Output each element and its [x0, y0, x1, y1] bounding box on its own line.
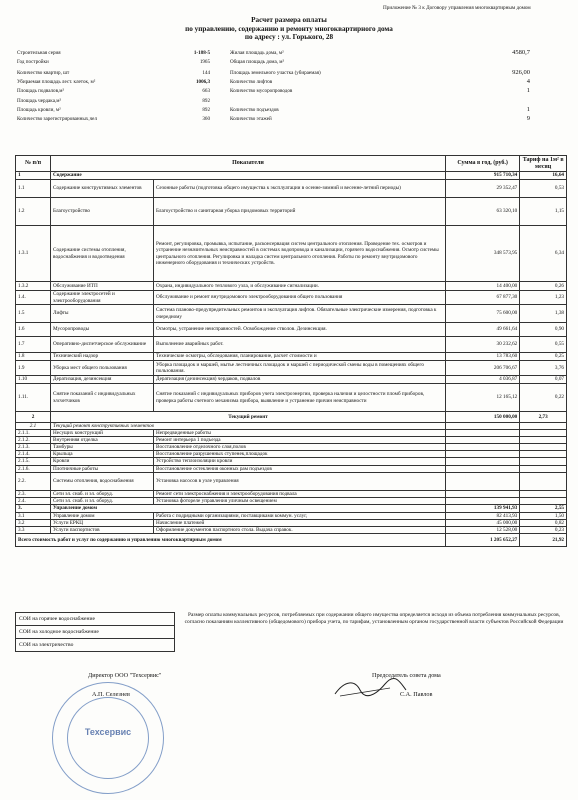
row-name: Тамбуры [51, 444, 154, 451]
header-indicators: Показатели [51, 156, 446, 172]
row-number: 3. [16, 504, 51, 512]
table-row [16, 458, 567, 465]
table-row [16, 437, 567, 444]
row-description: Устройство теплоизоляции кровли [154, 458, 446, 465]
info-right-label: Количество лифтов [230, 79, 273, 85]
row-name: Текущий ремонт [51, 412, 446, 423]
row-sum [445, 465, 519, 472]
row-description: Установка насосов в узле управления [154, 472, 446, 490]
table-row [16, 451, 567, 458]
row-number: 1.1 [16, 180, 51, 198]
row-sum: 206 706,67 [445, 361, 519, 376]
table-row [16, 497, 567, 504]
row-description: Благоустройство и санитарная уборка придомовых территорий [154, 198, 446, 226]
row-number: 1.7 [16, 337, 51, 353]
table-row [16, 430, 567, 437]
row-name: Содержание конструктивных элементов [51, 180, 154, 198]
row-name: Мусоропроводы [51, 323, 154, 337]
info-left-value: 1965 [199, 59, 210, 65]
info-left-label: Площадь чердака,м² [17, 98, 61, 104]
row-sum [445, 451, 519, 458]
row-tariff [520, 497, 567, 504]
row-number: 1.4. [16, 291, 51, 305]
info-right-label: Количество подъездов [230, 107, 279, 113]
table-row [16, 512, 567, 519]
title-line-2: по управлению, содержанию и ремонту многоквартирного дома [185, 24, 393, 33]
row-sum: 75 600,00 [445, 305, 519, 323]
row-name: Лифты [51, 305, 154, 323]
row-sum [445, 423, 519, 430]
row-tariff: 0,90 [520, 323, 567, 337]
info-left-value: 892 [202, 98, 210, 104]
table-row [16, 519, 567, 526]
chairman-signature [330, 676, 410, 700]
row-name: Обслуживание ИТП [51, 282, 154, 291]
director-name: А.П. Селезнев [92, 691, 130, 698]
row-sum [445, 458, 519, 465]
row-name: Дератизация, дезинсекция [51, 376, 154, 384]
row-number: 2.1 [16, 423, 51, 430]
row-name: Содержание [51, 172, 446, 180]
row-sum: 29 352,47 [445, 180, 519, 198]
row-description: Восстановление остекления оконных рам подъездов [154, 465, 446, 472]
row-number: 1.9 [16, 361, 51, 376]
row-sum: 12 528,00 [445, 527, 519, 534]
row-name: Несущих конструкций [51, 430, 154, 437]
row-sum: 30 232,62 [445, 337, 519, 353]
table-row [16, 423, 567, 430]
total-tariff: 21,92 [520, 534, 567, 547]
row-description: Ремонт интерьера 1 подъезда [154, 437, 446, 444]
row-name: Внутренняя отделка [51, 437, 154, 444]
row-name: Благоустройство [51, 198, 154, 226]
table-row [16, 323, 567, 337]
table-row [16, 282, 567, 291]
soi-cold-water: СОИ на холодное водоснабжение [16, 626, 175, 639]
row-tariff: 0,07 [520, 376, 567, 384]
soi-table [15, 612, 175, 652]
row-sum [445, 472, 519, 490]
row-tariff [520, 430, 567, 437]
row-tariff [520, 444, 567, 451]
row-name: Кровли [51, 458, 154, 465]
info-right-value: 9 [526, 115, 530, 122]
table-row [16, 376, 567, 384]
row-number: 1.6 [16, 323, 51, 337]
row-description: Сезонные работы (подготовка общего имущества к эксплуатации в осенне-зимний и весенне-летний периоды) [154, 180, 446, 198]
row-description: Система планово-предупредительных ремонтов и эксплуатация лифтов. Обязательные электрические измерения, подготовка к очередному [154, 305, 446, 323]
row-sum: 67 877,30 [445, 291, 519, 305]
row-description: Обслуживание и ремонт внутридомового электрооборудования общего пользования [154, 291, 446, 305]
table-row [16, 527, 567, 534]
row-number: 1.5 [16, 305, 51, 323]
row-sum: 348 573,95 [445, 226, 519, 282]
row-sum: 14 400,00 [445, 282, 519, 291]
row-number: 1.10 [16, 376, 51, 384]
row-tariff [520, 490, 567, 497]
row-tariff [520, 465, 567, 472]
table-row [16, 226, 567, 282]
row-sum [445, 444, 519, 451]
row-number: 2.1.2. [16, 437, 51, 444]
row-tariff: 1,23 [520, 291, 567, 305]
row-name: Оперативно-диспетчерское обслуживание [51, 337, 154, 353]
row-sum: 139 941,93 [445, 504, 519, 512]
info-right-label: Количество этажей [230, 116, 272, 122]
row-tariff: 3,76 [520, 361, 567, 376]
row-sum: 915 710,34 [445, 172, 519, 180]
info-left-value: 360 [202, 116, 210, 122]
info-left-value: 663 [202, 88, 210, 94]
row-number: 3.2 [16, 519, 51, 526]
row-tariff: 6,34 [520, 226, 567, 282]
row-description: Снятие показаний с индивидуальных приборов учета электроэнергии, проверка наличия и целостности пломб приборов, проверка работы счетного механизма прибора, выявление и устранение причин неисправности [154, 384, 446, 412]
row-name: Сети эл. снаб. и эл. оборуд. [51, 497, 154, 504]
director-title: Директор ООО "Техсервис" [88, 672, 162, 679]
row-tariff: 0,82 [520, 519, 567, 526]
soi-electricity: СОИ на электричество [16, 639, 175, 652]
row-number: 1.3.1 [16, 226, 51, 282]
row-name: Управление домом [51, 504, 446, 512]
info-left-value: 892 [202, 107, 210, 113]
title-line-1: Расчет размера оплаты [251, 16, 327, 24]
row-name: Услуги ЕРКЦ [51, 519, 154, 526]
row-number: 2.1.6. [16, 465, 51, 472]
row-name: Уборка мест общего пользования [51, 361, 154, 376]
row-description: Охрана, индивидуального теплового узла, и обслуживание сигнализации. [154, 282, 446, 291]
row-description: Непредвиденные работы [154, 430, 446, 437]
row-description: Ремонт сети электроснабжения и электрооборудования подвала [154, 490, 446, 497]
row-sum: 45 000,00 [445, 519, 519, 526]
info-left-label: Убираемая площадь лест. клеток, м² [17, 79, 96, 85]
row-name: Содержание системы отопления, водоснабжения и водоотведения [51, 226, 154, 282]
soi-hot-water: СОИ на горячее водоснабжение [16, 613, 175, 626]
title-line-3: по адресу : ул. Горького, 28 [244, 33, 334, 42]
info-right-label: Жилая площадь дома, м² [230, 50, 284, 56]
row-number: 2.1.1. [16, 430, 51, 437]
row-description: Установка фотореле управления уличным освещением [154, 497, 446, 504]
row-number: 3.3 [16, 527, 51, 534]
row-number: 2.3. [16, 490, 51, 497]
payment-table [15, 155, 567, 547]
row-sum: 150 000,00 [445, 412, 519, 423]
info-right-value: 926,00 [512, 69, 530, 76]
row-sum: 49 661,64 [445, 323, 519, 337]
row-tariff: 1,50 [520, 512, 567, 519]
row-tariff [520, 451, 567, 458]
info-left-value: 1006,3 [195, 79, 210, 85]
info-left-value: 144 [202, 70, 210, 76]
row-description: Дератизация (дезинсекция) чердаков, подвалов [154, 376, 446, 384]
row-number: 1.3.2 [16, 282, 51, 291]
table-row [16, 305, 567, 323]
stamp-text: Техсервис [84, 727, 132, 737]
row-tariff [520, 458, 567, 465]
row-description: Восстановление отделочного слоя,полов [154, 444, 446, 451]
info-left-label: Год постройки [17, 59, 49, 65]
row-name: Сети эл. снаб. и эл. оборуд. [51, 490, 154, 497]
total-sum: 1 205 652,27 [445, 534, 519, 547]
info-right-value: 4580,7 [512, 49, 530, 56]
document-title [0, 16, 578, 42]
info-left-label: Количество квартир, шт [17, 70, 70, 76]
info-right-value: 4 [526, 78, 530, 85]
header-tariff: Тариф на 1м² в месяц [520, 156, 567, 172]
row-sum: 63 320,10 [445, 198, 519, 226]
header-number: № п/п [16, 156, 51, 172]
row-tariff: 16,64 [520, 172, 567, 180]
info-right-label: Площадь земельного участка (убираемая) [230, 70, 321, 76]
table-row [16, 353, 567, 361]
row-number: 2.1.4. [16, 451, 51, 458]
row-description: Технические осмотры, обследования, планирование, расчет стоимости и [154, 353, 446, 361]
row-sum: 13 783,60 [445, 353, 519, 361]
info-right-label: Общая площадь дома, м² [230, 59, 285, 65]
table-row [16, 291, 567, 305]
row-number: 2.1.3. [16, 444, 51, 451]
utilities-note: Размер оплаты коммунальных ресурсов, потребляемых при содержании общего имущества определяется исходя из объема потребления коммунальных ресурсов, согласно показаниям коллективного (общедомового) прибора учета, по тарифам, установленным органом государственной власти субъектов Российской Федерации [184, 612, 564, 625]
row-sum: 4 036,87 [445, 376, 519, 384]
info-left-label: Площадь подвалов,м² [17, 88, 65, 94]
row-sum: 12 165,12 [445, 384, 519, 412]
row-tariff [520, 437, 567, 444]
row-sum: 82 413,93 [445, 512, 519, 519]
row-tariff: 0,23 [520, 527, 567, 534]
table-row [16, 361, 567, 376]
row-number: 2.4. [16, 497, 51, 504]
table-row [16, 504, 567, 512]
row-sum [445, 437, 519, 444]
annex-note: Приложение № 3 к Договору управления многоквартирным домом [383, 5, 531, 11]
table-row [16, 465, 567, 472]
row-name: Услуги паспортистов [51, 527, 154, 534]
row-name: Снятие показаний с индивидуальных элсчетчиков [51, 384, 154, 412]
row-description: Ремонт, регулировка, промывка, испытание, расконсервация систем центрального отопления. Проведение тех. осмотров и устранение незначительных неисправностей в системах водопровода и канализации, горячего водоснабжения. Осмотр системы центрального отопления. Регулировка и наладка систем центрального отопления. Работы по ремонту внутридомового инженерного оборудования и технических устройств. [154, 226, 446, 282]
row-tariff: 0,22 [520, 384, 567, 412]
row-tariff: 0,26 [520, 282, 567, 291]
row-tariff: 1,15 [520, 198, 567, 226]
row-tariff: 2,73 [520, 412, 567, 423]
total-row [16, 534, 567, 547]
info-left-label: Строительная серия [17, 50, 61, 56]
table-row [16, 198, 567, 226]
chairman-name: С.А. Павлов [400, 691, 433, 698]
total-label: Всего стоимость работ и услуг по содержанию и управлению многоквартирным домом [16, 534, 446, 547]
row-number: 3.1 [16, 512, 51, 519]
row-tariff: 0,25 [520, 353, 567, 361]
table-row [16, 172, 567, 180]
row-sum [445, 497, 519, 504]
row-name: Плотничные работы [51, 465, 154, 472]
row-name: Текущий ремонт конструктивных элементов [51, 423, 446, 430]
row-description: Осмотры, устранение неисправностей. Освобождение стволов. Дезинсекция. [154, 323, 446, 337]
table-row [16, 444, 567, 451]
row-tariff: 0,55 [520, 337, 567, 353]
row-name: Содержание электросетей и электрооборудования [51, 291, 154, 305]
row-sum [445, 490, 519, 497]
row-tariff: 2,55 [520, 504, 567, 512]
row-number: 1.11. [16, 384, 51, 412]
table-row [16, 337, 567, 353]
table-row [16, 490, 567, 497]
table-row [16, 180, 567, 198]
row-number: 2.1.5. [16, 458, 51, 465]
row-description: Восстановление разрушенных ступенек,площадок [154, 451, 446, 458]
info-left-label: Площадь кровли, м² [17, 107, 61, 113]
row-number: 1.8 [16, 353, 51, 361]
row-description: Работа с подрядными организациями, поставщиками коммун. услуг, [154, 512, 446, 519]
row-sum [445, 430, 519, 437]
row-description: Оформление документов паспортного стола. Выдача справок. [154, 527, 446, 534]
table-row [16, 472, 567, 490]
row-name: Управление домом [51, 512, 154, 519]
row-tariff [520, 423, 567, 430]
row-number: 1.2 [16, 198, 51, 226]
chairman-title: Председатель совета дома [372, 672, 441, 679]
row-name: Системы отопления, водоснабжения [51, 472, 154, 490]
row-number: 1 [16, 172, 51, 180]
row-name: Технический надзор [51, 353, 154, 361]
info-left-label: Количество зарегистрированных,чел [17, 116, 97, 122]
table-row [16, 384, 567, 412]
row-tariff: 0,53 [520, 180, 567, 198]
row-number: 2.2. [16, 472, 51, 490]
row-name: Крыльца [51, 451, 154, 458]
header-sum: Сумма в год, (руб.) [445, 156, 519, 172]
row-description: Начисление платежей [154, 519, 446, 526]
row-number: 2 [16, 412, 51, 423]
info-left-value: 1-188-5 [193, 50, 210, 56]
row-tariff: 1,38 [520, 305, 567, 323]
info-right-value: 1 [526, 87, 530, 94]
info-right-value: 1 [526, 106, 530, 113]
row-description: Уборка площадок и маршей, мытье лестничных площадок и маршей с периодической смены воды в помещениях общего пользования. [154, 361, 446, 376]
company-stamp [52, 682, 164, 794]
table-row [16, 412, 567, 423]
row-tariff [520, 472, 567, 490]
info-right-label: Количество мусоропроводов [230, 88, 293, 94]
row-description: Выполнение аварийных работ. [154, 337, 446, 353]
